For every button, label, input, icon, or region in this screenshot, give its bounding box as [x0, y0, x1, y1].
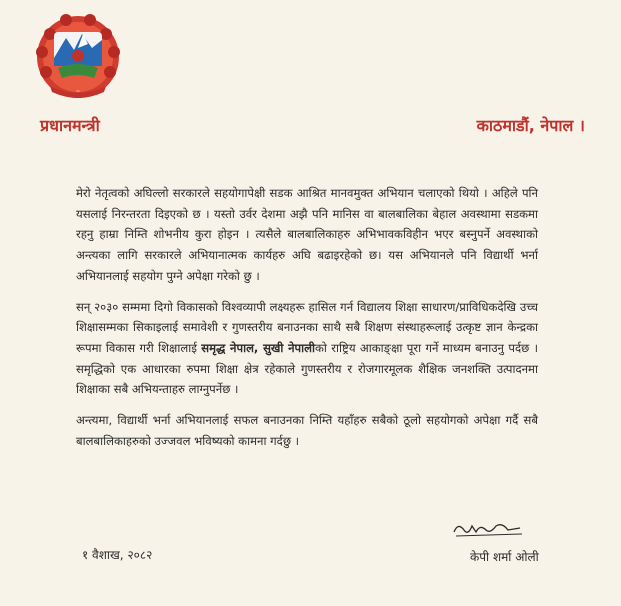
place-heading: काठमाडौं, नेपाल । [476, 116, 585, 135]
nepal-emblem-icon [28, 10, 128, 106]
paragraph-2 [76, 297, 538, 401]
office-title: प्रधानमन्त्री [40, 116, 100, 135]
signatory-name: केपी शर्मा ओली [470, 550, 539, 564]
letter-body [76, 183, 538, 461]
svg-text:~: ~ [75, 89, 81, 95]
paragraph-2-text-start: सन् २०३० सम्ममा दिगो विकासको विश्वव्यापी लक्ष्यहरू हासिल गर्न विद्यालय शिक्षा साधारण/प्राविधिकदेखि उच्च शिक्षासम्मका सिकाइलाई समावेशी र गुणस्तरीय बनाउनका साथै सबै शिक्षण संस्थाहरूलाई उत्कृष्ट ज्ञान केन्द्रका रूपमा विकास गरी शिक्षालाई [76, 299, 538, 355]
slogan-text: समृद्ध नेपाल, सुखी नेपाली [201, 340, 316, 355]
signature-icon [450, 518, 530, 540]
paragraph-3: अन्त्यमा, विद्यार्थी भर्ना अभियानलाई सफल बनाउनका निम्ति यहाँहरु सबैको ठूलो सहयोगको अपेक्षा गर्दै सबै बालबालिकाहरुको उज्जवल भविष्यको कामना गर्दछु । [76, 413, 538, 448]
letter-date: १ वैशाख, २०८२ [82, 548, 153, 562]
paragraph-2-text-end: को राष्ट्रिय आकाङ्क्षा पूरा गर्ने माध्यम बनाउनु पर्दछ । समृद्धिको एक आधारका रुपमा शिक्षा क्षेत्र रहेकाले गुणस्तरीय र रोजगारमूलक शैक्षिक जनशक्ति उत्पादनमा शिक्षाका सबै अभियन्ताहरु लाग्नुपर्नेछ । [76, 340, 539, 397]
paragraph-1: मेरो नेतृत्वको अघिल्लो सरकारले सहयोगापेक्षी सडक आश्रित मानवमुक्त अभियान चलाएको थियो । अहिले पनि यसलाई निरन्तरता दिइएको छ । यस्तो उर्वर देशमा अझै पनि मानिस वा बालबालिका बेहाल अवस्थामा सडकमा रहनु हाम्रा निम्ति शोभनीय कुरा होइन । त्यसैले बालबालिकाहरु अभिभावकविहीन भएर बस्नुपर्ने अवस्थाको अन्त्यका लागि सरकारले अभियानात्मक कार्यहरु अघि बढाइरहेको छ। यस अभियानले पनि विद्यार्थी भर्ना अभियानलाई सहयोग पुग्ने अपेक्षा गरेको छु । [76, 186, 538, 283]
